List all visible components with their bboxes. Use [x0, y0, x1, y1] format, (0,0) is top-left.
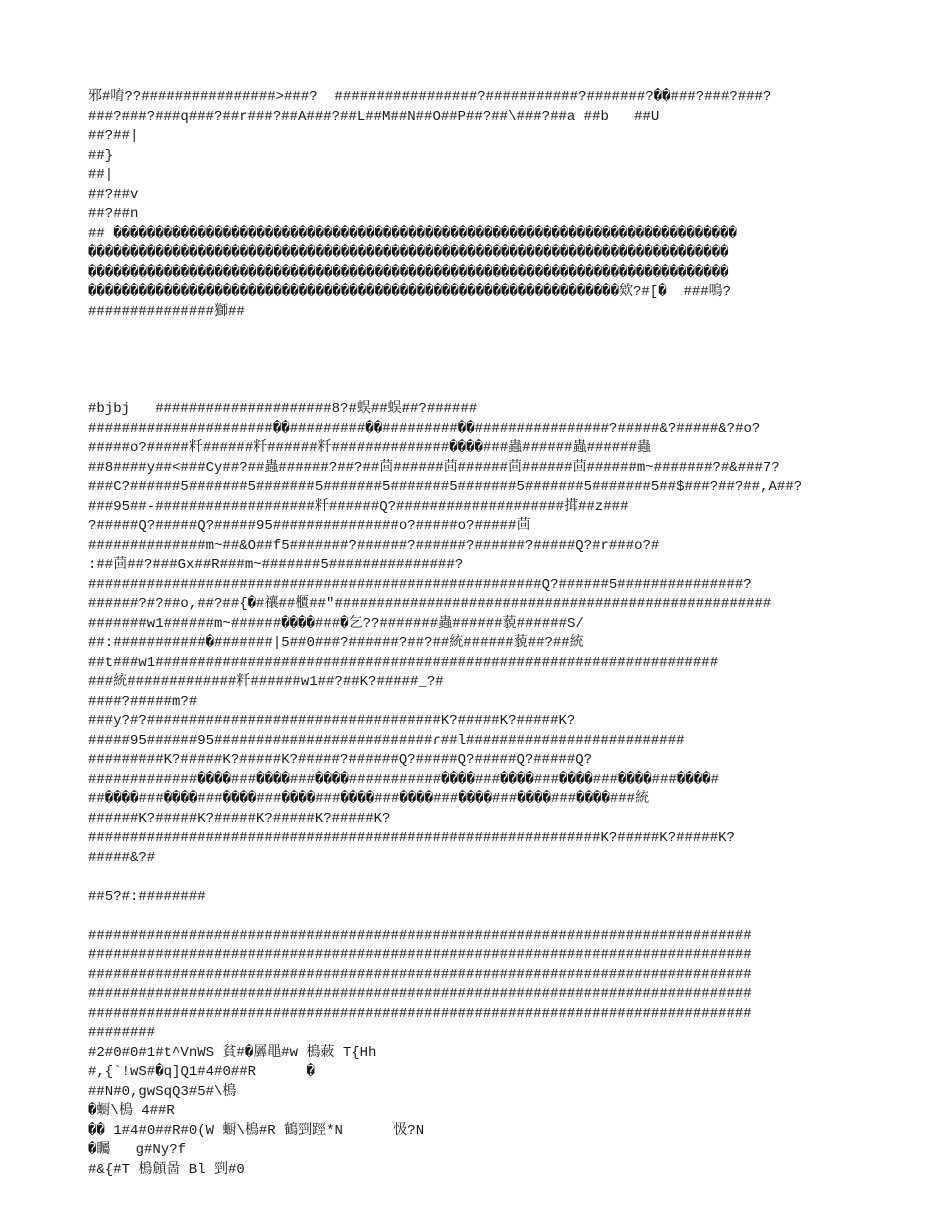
text-line: �� 1#4#0##R#0(W 蟵\樢#R 鶴剄踁*N 忣?N	[88, 1122, 425, 1139]
text-line: ##:###########�#######|5##0###?######?##?##統######藐##?##統	[88, 635, 584, 651]
text-line: ###############################################################################	[88, 1005, 752, 1022]
text-line: #######w1######m~######����###�乞??#######蟲######藐######S/	[88, 615, 584, 632]
text-line: ##?##v	[88, 186, 139, 203]
text-line: ###y?#?###################################K?#####K?#####K?	[88, 713, 576, 729]
spacer	[88, 907, 878, 927]
text-line: ##N#0,gwSqQ3#5#\樢	[88, 1083, 237, 1100]
text-line: #2#0#0#1#t^VnWS 貧#�羼黽#w 樢蓛 T{Hh	[88, 1044, 377, 1061]
text-line: 邪#唷??################>###? #################?###########?#######?��###?###?###?	[88, 89, 772, 105]
text-line: ######################��#########��#########��################?#####&?#####&?#o?	[88, 420, 761, 437]
text-line: ##����###����###����###����###����###����###����###����###����###統	[88, 791, 650, 807]
text-line: :##茴##?###Gx##R###m~#######5###############?	[88, 557, 464, 573]
text-line: ## ��������������������������������������������������������������������������	[88, 225, 737, 242]
text-line: ##|	[88, 167, 114, 183]
spacer	[88, 322, 878, 400]
text-line: ##?##n	[88, 206, 139, 222]
text-line: #bjbj #####################8?#蜈##蜈##?######	[88, 401, 478, 417]
text-line: #########K?#####K?#####K?#####?######Q?#####Q?#####Q?#####Q?	[88, 752, 593, 768]
text-line: ����������������������������������������������������������������������������	[88, 245, 729, 261]
text-line: ##5?#:########	[88, 888, 206, 905]
text-line: ###############獅##	[88, 303, 245, 320]
text-line: ######?#?##o,##?##{�#禳##櫃##"####################################################	[88, 596, 772, 612]
text-line: ###95##-###################粁######Q?####################搑##z###	[88, 498, 629, 515]
text-line: ����������������������������������������������������������������������������	[88, 264, 729, 281]
text-line: ###############################################################################	[88, 947, 752, 963]
body-block	[88, 400, 878, 868]
text-line: ########	[88, 1025, 156, 1041]
text-line: ###統#############粁######w1##?##K?#####_?#	[88, 674, 444, 690]
text-line: �矚 g#Ny?f	[88, 1142, 187, 1158]
text-line: ###############################################################################	[88, 986, 752, 1002]
text-line: #&{#T 樢頠啚 Bl 剄#0	[88, 1161, 245, 1178]
text-line: #####&?#	[88, 849, 156, 866]
text-line: #,{`!wS#�q]Q1#4#0##R �	[88, 1064, 315, 1080]
text-line: ######K?#####K?#####K?#####K?#####K?	[88, 810, 391, 827]
text-line: ###C?######5#######5#######5#######5#######5#######5#######5#######5##$###?##?##,A##?	[88, 479, 803, 495]
text-line: �蟵\樢 4##R	[88, 1103, 175, 1119]
text-line: #####95######95##########################ɾ##l##########################	[88, 732, 685, 749]
text-line: ######################################################Q?######5###############?	[88, 576, 752, 593]
text-line: #############################################################K?#####K?#####K?	[88, 830, 735, 846]
text-line: ##8####y##<###Cy##?##蟲######?##?##茴######茴######茴######茴######m~#######?#&###7?	[88, 459, 780, 476]
text-line: ###############################################################################	[88, 966, 752, 983]
footer-block	[88, 927, 878, 1181]
text-line: #####o?#####粁######粁######粁##############����###蟲######蟲######蟲	[88, 440, 651, 456]
text-line: ##t###w1###################################################################	[88, 654, 719, 671]
text-line: ##?##|	[88, 128, 139, 144]
document-page	[88, 88, 878, 1180]
text-line: ���������������������������������������������������������������欸?#[� ###鳴?	[88, 284, 732, 300]
spacer	[88, 868, 878, 888]
text-line: ?#####Q?#####Q?#####95###############o?#####o?#####茴	[88, 518, 531, 534]
header-block	[88, 88, 878, 322]
section-marker-block	[88, 888, 878, 908]
text-line: ####?#####m?#	[88, 693, 198, 710]
text-line: ###############################################################################	[88, 927, 752, 944]
text-line: ###?###?###q###?##r###?##A###?##L##M##N##O##P##?##\###?##a ##b ##U	[88, 108, 660, 125]
text-line: ##############m~##&O##f5#######?######?######?######?#####Q?#r###o?#	[88, 537, 660, 554]
text-line: ##}	[88, 147, 114, 164]
text-line: #############����###����###����###########����###����###����###����###����#	[88, 771, 719, 788]
